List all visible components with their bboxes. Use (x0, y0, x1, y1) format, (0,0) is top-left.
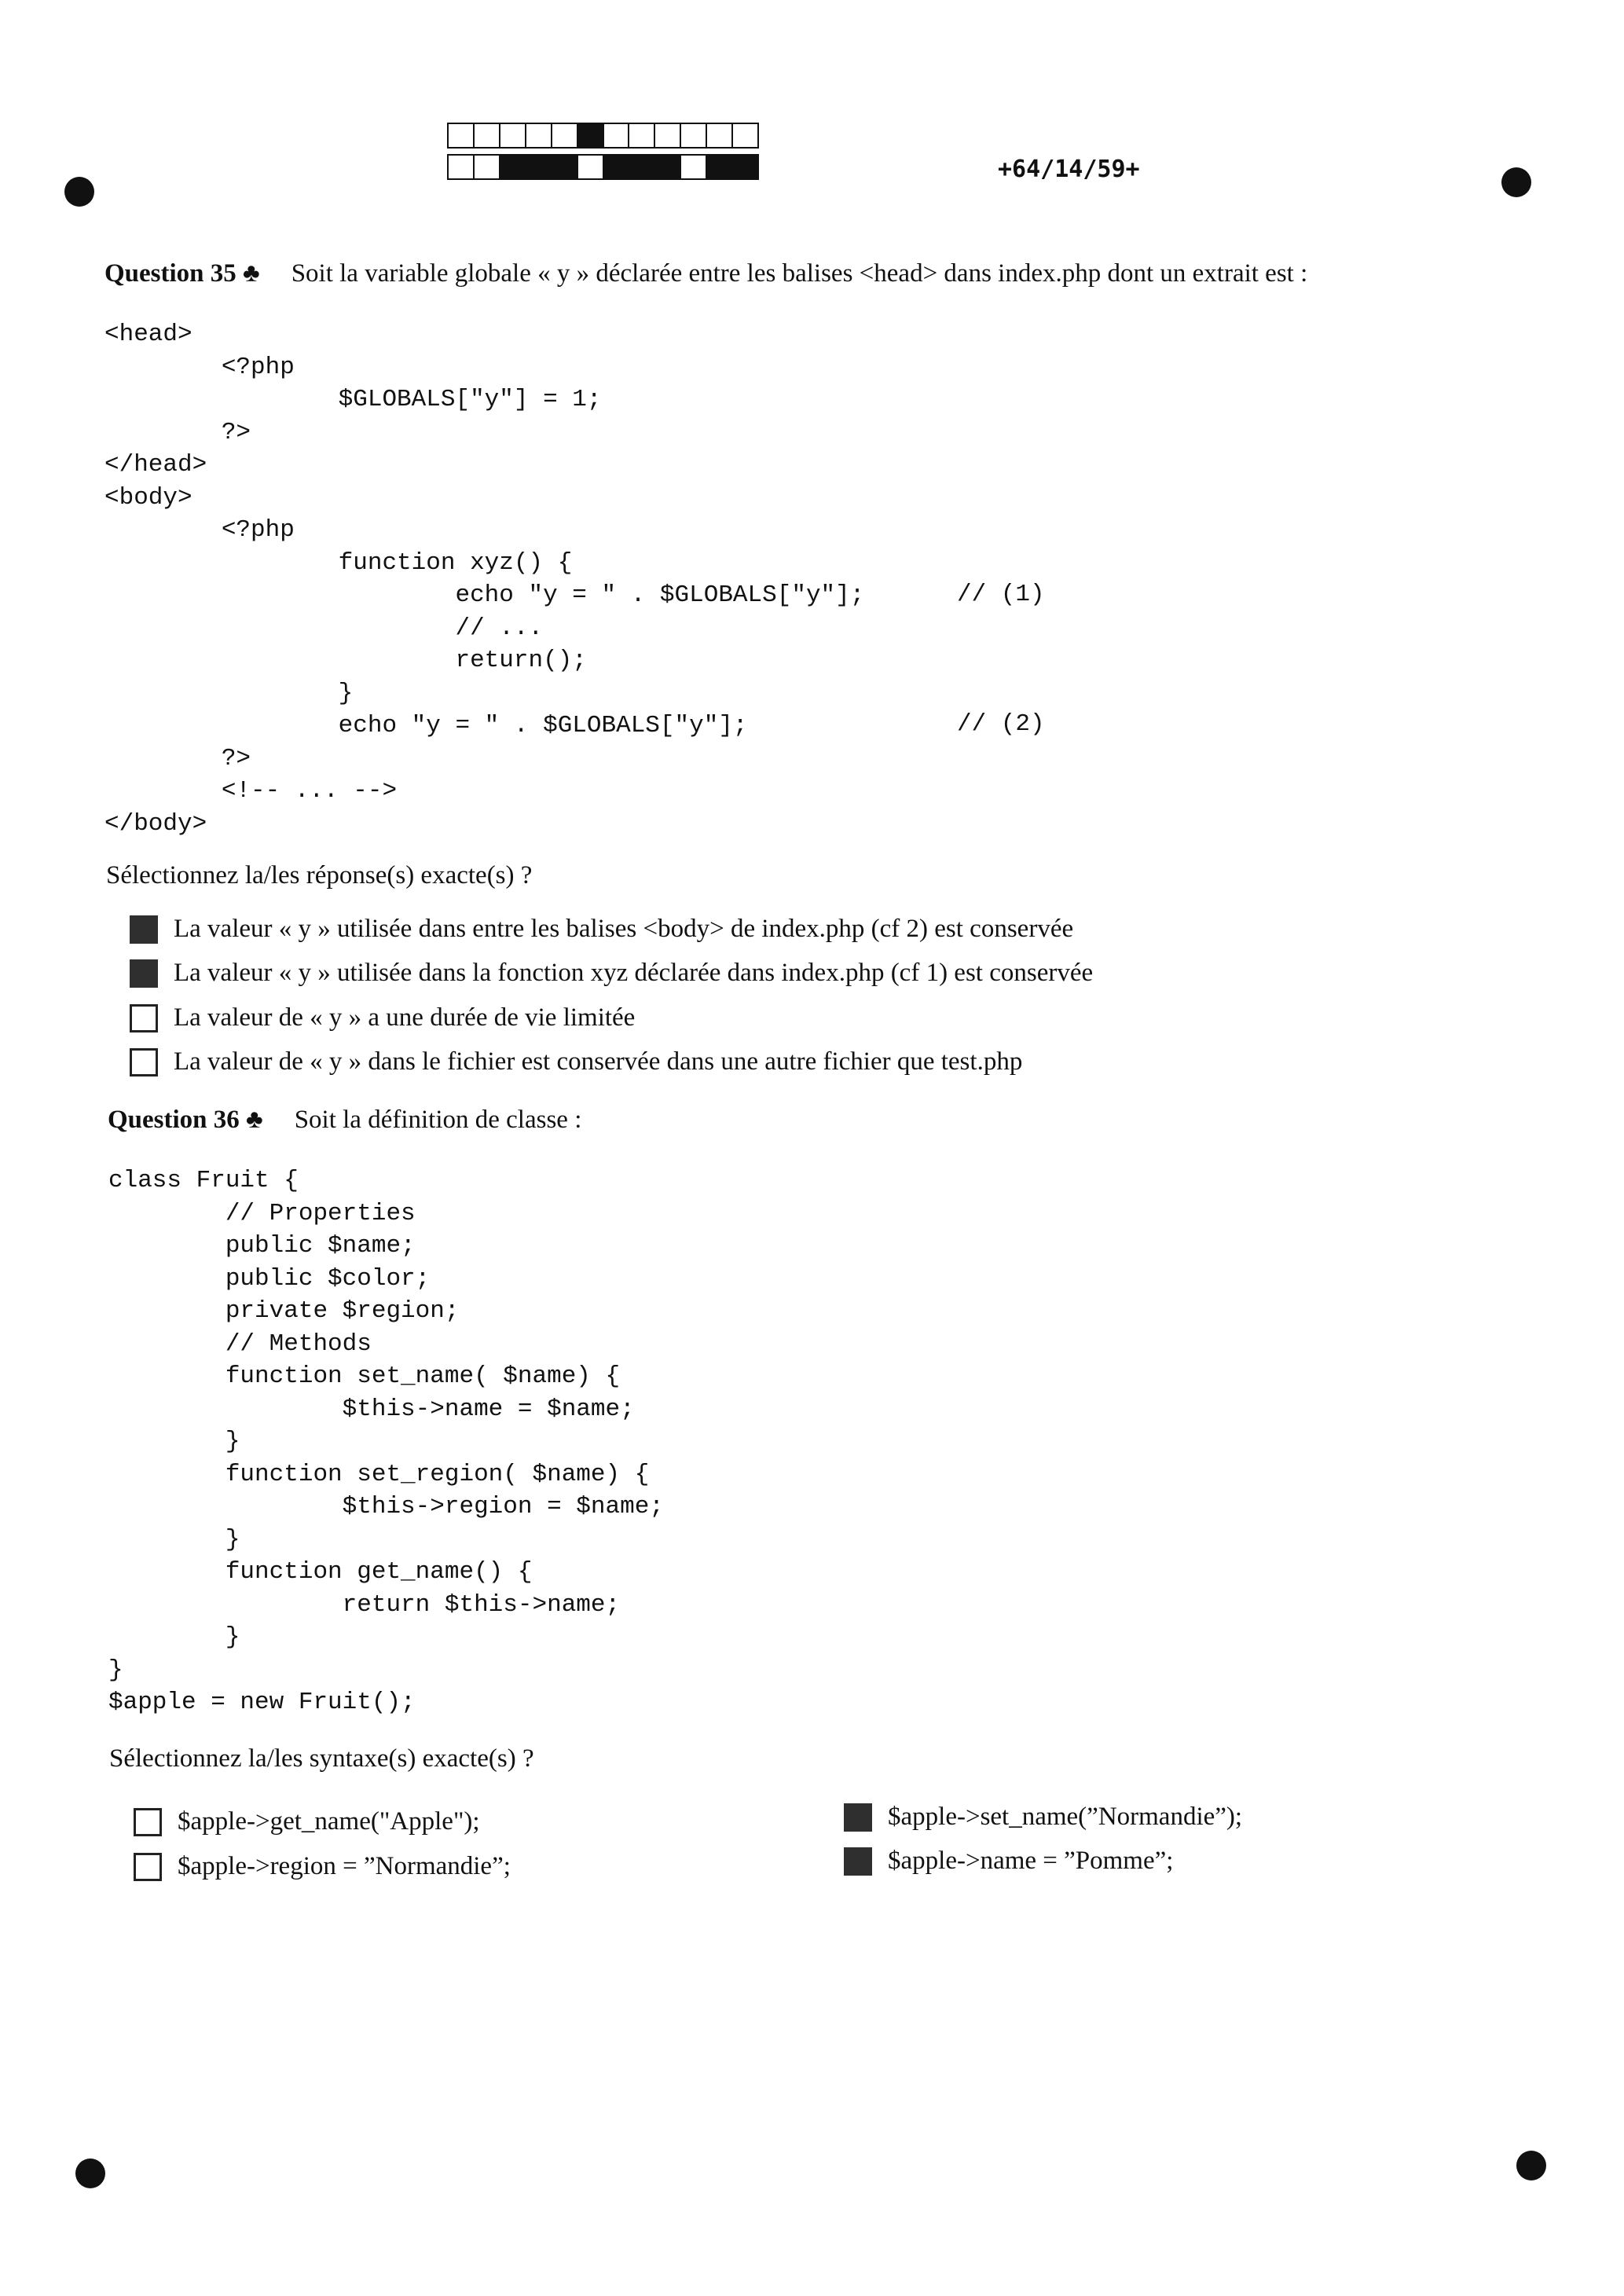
barcode-cell (680, 123, 707, 149)
q35-option-1-checkbox[interactable] (130, 915, 158, 944)
q36-option-3-checkbox[interactable] (844, 1803, 872, 1832)
question-35-prompt: Sélectionnez la/les réponse(s) exacte(s) ? (106, 861, 533, 889)
code-comment-2: // (2) (957, 710, 1045, 738)
q36-option-1-checkbox[interactable] (134, 1808, 162, 1836)
barcode-cell (551, 154, 578, 180)
barcode-cell (654, 154, 681, 180)
barcode-cell (577, 123, 604, 149)
barcode-cell (603, 154, 630, 180)
barcode-cell (577, 154, 604, 180)
barcode-cell (499, 123, 526, 149)
barcode-cell (706, 123, 733, 149)
question-35-code: <head> <?php $GLOBALS["y"] = 1; ?> </head> <body> <?php function xyz() { echo "y = " . $GLOBALS["y"]; // ... return(); } echo "y = " . $GLOBALS["y"]; ?> <!-- ... --> </body> (104, 321, 865, 838)
registration-mark-top-left (64, 177, 94, 207)
barcode-row-2 (449, 154, 759, 180)
code-comment-1: // (1) (957, 581, 1045, 608)
q36-option-1[interactable] (134, 1807, 480, 1836)
barcode-cell (603, 123, 630, 149)
club-icon: ♣ (246, 1106, 263, 1134)
page-id: +64/14/59+ (998, 156, 1140, 183)
barcode-cell (628, 154, 655, 180)
barcode-cell (731, 123, 759, 149)
q35-option-4-checkbox[interactable] (130, 1048, 158, 1076)
q36-option-1-label: $apple->get_name("Apple"); (178, 1807, 480, 1836)
q36-option-2-label: $apple->region = ”Normandie”; (178, 1852, 511, 1880)
barcode-cell (473, 154, 500, 180)
question-36-code: class Fruit { // Properties public $name; public $color; private $region; // Methods function set_name( $name) { $this->name = $name; } function set_region( $name) { $this->region = $name; } function get_name() { return $this->name; } } $apple = new Fruit(); (108, 1167, 664, 1716)
question-35-header (104, 259, 1307, 288)
q35-option-3-checkbox[interactable] (130, 1004, 158, 1032)
barcode-cell (680, 154, 707, 180)
question-36-prompt: Sélectionnez la/les syntaxe(s) exacte(s) ? (109, 1744, 534, 1773)
barcode-row-1 (449, 123, 759, 149)
barcode-cell (706, 154, 733, 180)
registration-mark-bottom-right (1516, 2151, 1546, 2180)
q36-option-3[interactable] (844, 1803, 1242, 1832)
q36-option-2[interactable] (134, 1852, 511, 1881)
barcode-cell (447, 123, 475, 149)
q35-option-4[interactable] (130, 1047, 1022, 1076)
question-35-label: Question 35 ♣ (104, 259, 260, 288)
q36-option-4-checkbox[interactable] (844, 1847, 872, 1876)
q36-option-4-label: $apple->name = ”Pomme”; (888, 1847, 1174, 1875)
barcode-cell (654, 123, 681, 149)
registration-mark-top-right (1501, 167, 1531, 197)
q35-option-3-label: La valeur de « y » a une durée de vie limitée (174, 1003, 636, 1032)
club-icon: ♣ (243, 259, 260, 288)
barcode-cell (525, 123, 552, 149)
q35-option-1-label: La valeur « y » utilisée dans entre les balises <body> de index.php (cf 2) est conservée (174, 915, 1074, 943)
question-36-label: Question 36 ♣ (108, 1106, 263, 1134)
q35-option-3[interactable] (130, 1003, 635, 1032)
barcode-cell (473, 123, 500, 149)
barcode-cell (551, 123, 578, 149)
question-36-header (108, 1106, 581, 1135)
q35-option-2-checkbox[interactable] (130, 959, 158, 988)
registration-mark-bottom-left (75, 2158, 105, 2188)
barcode-cell (499, 154, 526, 180)
question-36-intro: Soit la définition de classe : (294, 1106, 582, 1134)
barcode-cell (628, 123, 655, 149)
barcode-cell (447, 154, 475, 180)
question-35-intro: Soit la variable globale « y » déclarée entre les balises <head> dans index.php dont un extrait est : (291, 259, 1308, 288)
q35-option-4-label: La valeur de « y » dans le fichier est conservée dans une autre fichier que test.php (174, 1047, 1023, 1076)
q36-option-4[interactable] (844, 1847, 1173, 1876)
q36-option-3-label: $apple->set_name(”Normandie”); (888, 1803, 1243, 1831)
q36-option-2-checkbox[interactable] (134, 1853, 162, 1881)
q35-option-1[interactable] (130, 915, 1073, 944)
barcode-cell (525, 154, 552, 180)
barcode-cell (731, 154, 759, 180)
q35-option-2[interactable] (130, 959, 1093, 988)
page-barcode (449, 123, 759, 180)
q35-option-2-label: La valeur « y » utilisée dans la fonction xyz déclarée dans index.php (cf 1) est conservée (174, 959, 1094, 987)
